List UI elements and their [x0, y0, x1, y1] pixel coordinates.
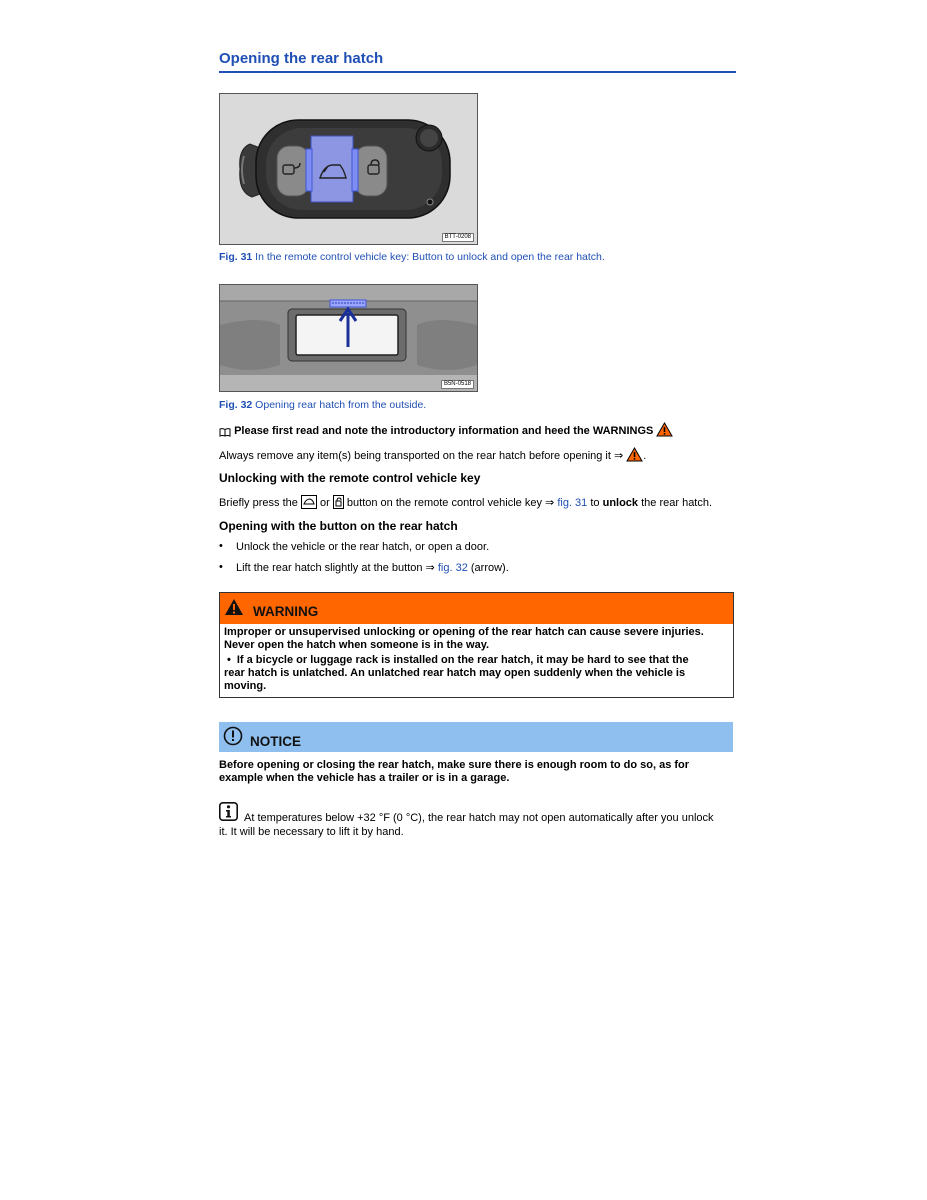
remote-instruction-text: the rear hatch. [641, 497, 713, 509]
figure-rear-hatch [219, 284, 478, 392]
warning-text: moving. [224, 680, 267, 692]
bullet-icon: • [219, 561, 223, 573]
remote-instruction [219, 495, 712, 510]
exclamation-circle-icon [223, 726, 243, 746]
figure-caption-text: In the remote control vehicle key: Button to unlock and open the rear hatch. [252, 251, 605, 263]
notice-body [219, 759, 689, 785]
figure-code: B5N-0518 [441, 380, 474, 389]
notice-text: Before opening or closing the rear hatch, make sure there is enough room to do so, as for [219, 759, 690, 771]
warning-triangle-icon [626, 447, 643, 462]
section-heading-button: Opening with the button on the rear hatch [219, 519, 458, 533]
list-item-text: (arrow). [470, 562, 509, 574]
unlock-button-icon [333, 495, 344, 509]
info-text-line2: it. It will be necessary to lift it by hand. [219, 826, 404, 838]
warning-box [219, 592, 734, 698]
bullet-icon: • [219, 540, 223, 552]
figure-code: BTT-0208 [442, 233, 474, 242]
book-icon [219, 427, 231, 437]
remove-items-text: Always remove any item(s) being transported on the rear hatch before opening it ⇒ [219, 450, 624, 462]
warning-triangle-icon [656, 422, 673, 437]
warning-header [220, 593, 733, 624]
remote-instruction-text: or [320, 497, 330, 509]
page-title: Opening the rear hatch [219, 50, 736, 73]
warning-icon [224, 598, 244, 616]
figure-caption [219, 251, 605, 263]
figure-caption [219, 399, 426, 411]
figure-remote-key [219, 93, 478, 245]
read-note [219, 422, 673, 438]
fig-31-link[interactable]: fig. 31 [557, 497, 588, 509]
warning-text: Improper or unsupervised unlocking or opening of the rear hatch can cause severe injuries. [224, 626, 704, 638]
notice-label: NOTICE [250, 734, 302, 749]
info-icon [219, 802, 238, 821]
warning-bullet [224, 654, 729, 667]
figure-number: Fig. 31 [219, 251, 253, 263]
read-note-text: Please first read and note the introductory information and heed the WARNINGS [234, 425, 654, 437]
trunk-button-icon [301, 495, 317, 509]
section-heading-remote: Unlocking with the remote control vehicle key [219, 471, 481, 485]
remote-instruction-text: button on the remote control vehicle key ⇒ [346, 497, 555, 509]
rear-hatch-illustration [220, 285, 477, 391]
warning-text: Never open the hatch when someone is in the way. [224, 639, 490, 651]
figure-number: Fig. 32 [219, 399, 253, 411]
warning-text: rear hatch is unlatched. An unlatched rear hatch may open suddenly when the vehicle is [224, 667, 686, 679]
notice-header [219, 722, 733, 752]
remote-instruction-text: to [590, 497, 600, 509]
warning-label: WARNING [253, 604, 319, 619]
warning-body [220, 624, 733, 693]
remote-instruction-text: Briefly press the [219, 497, 298, 509]
remote-key-illustration [220, 94, 477, 244]
list-item: Unlock the vehicle or the rear hatch, or open a door. [236, 541, 490, 553]
list-item-text: Lift the rear hatch slightly at the button ⇒ [236, 562, 435, 574]
bullet-icon: • [227, 654, 231, 666]
remove-items-note: Always remove any item(s) being transported on the rear hatch before opening it ⇒ . [219, 447, 646, 463]
fig-32-link[interactable]: fig. 32 [437, 562, 468, 574]
unlock-emphasis: unlock [602, 497, 639, 509]
warning-text: If a bicycle or luggage rack is installed on the rear hatch, it may be hard to see that the [236, 654, 689, 666]
list-item [236, 561, 509, 575]
notice-text: example when the vehicle has a trailer or is in a garage. [219, 772, 510, 784]
info-text-line1: At temperatures below +32 °F (0 °C), the rear hatch may not open automatically after you unlock [244, 812, 714, 824]
figure-caption-text: Opening rear hatch from the outside. [252, 399, 427, 411]
